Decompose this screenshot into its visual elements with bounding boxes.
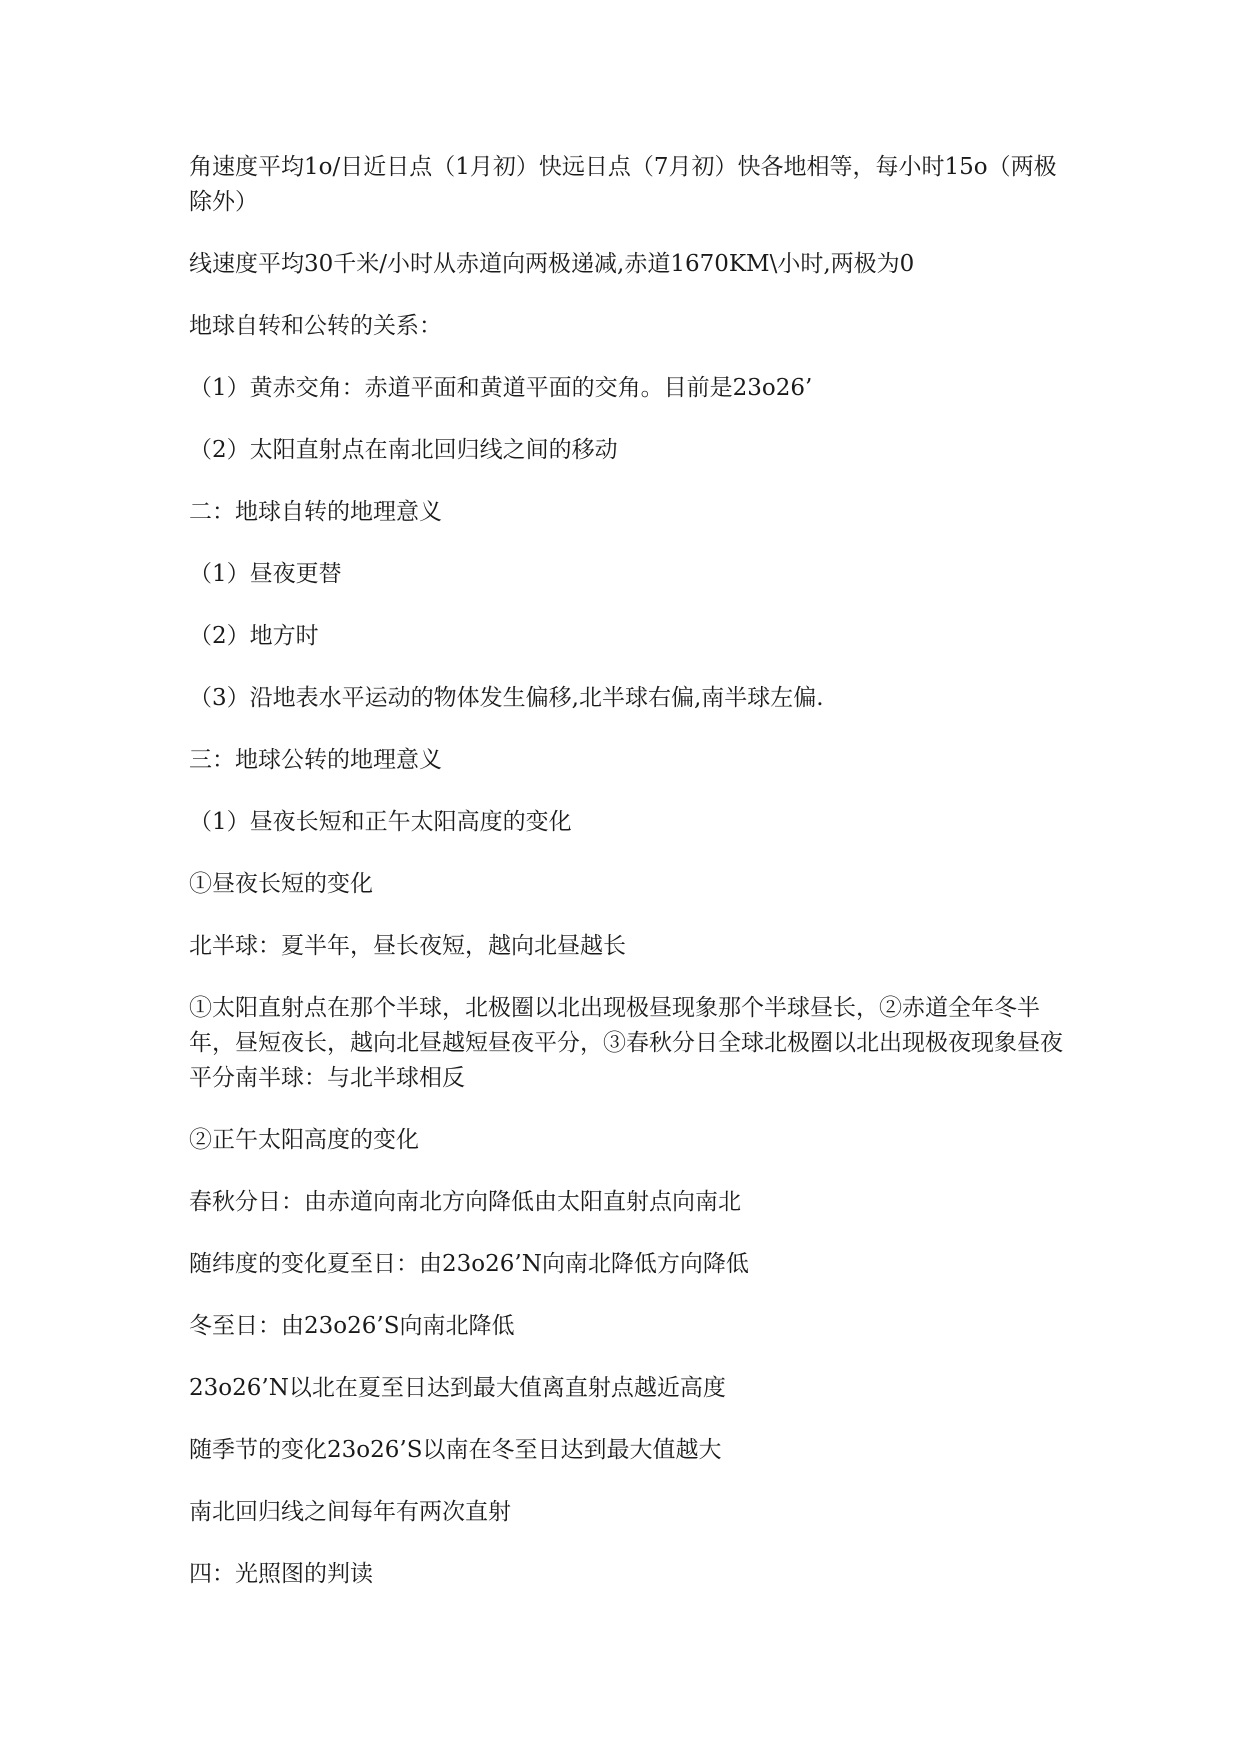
paragraph-equinox: 春秋分日：由赤道向南北方向降低由太阳直射点向南北: [189, 1189, 741, 1215]
paragraph-angular-velocity: 角速度平均1o/日近日点（1月初）快远日点（7月初）快各地相等，每小时15o（两极除外）: [189, 154, 1057, 215]
paragraph-subsolar-point-movement: （2）太阳直射点在南北回归线之间的移动: [189, 437, 618, 463]
paragraph-linear-velocity: 线速度平均30千米/小时从赤道向两极递减,赤道1670KM\小时,两极为0: [189, 251, 915, 277]
section-heading-illumination-map: 四：光照图的判读: [189, 1561, 373, 1587]
paragraph-south-of-tropic: 随季节的变化23o26’S以南在冬至日达到最大值越大: [189, 1437, 722, 1463]
paragraph-northern-hemisphere: 北半球：夏半年，昼长夜短，越向北昼越长: [189, 933, 626, 959]
paragraph-two-direct-rays: 南北回归线之间每年有两次直射: [189, 1499, 511, 1525]
paragraph-noon-sun-height-change: ②正午太阳高度的变化: [189, 1127, 419, 1153]
paragraph-obliquity: （1）黄赤交角：赤道平面和黄道平面的交角。目前是23o26’: [189, 375, 813, 401]
section-heading-revolution-significance: 三：地球公转的地理意义: [189, 747, 442, 773]
paragraph-day-length-and-noon-sun: （1）昼夜长短和正午太阳高度的变化: [189, 809, 572, 835]
paragraph-deflection: （3）沿地表水平运动的物体发生偏移,北半球右偏,南半球左偏.: [189, 685, 824, 711]
paragraph-day-length-change: ①昼夜长短的变化: [189, 871, 373, 897]
document-body: [189, 150, 1069, 1619]
section-heading-rotation-significance: 二：地球自转的地理意义: [189, 499, 442, 525]
paragraph-subsolar-hemisphere-details: ①太阳直射点在那个半球，北极圈以北出现极昼现象那个半球昼长，②赤道全年冬半年，昼短夜长，越向北昼越短昼夜平分，③春秋分日全球北极圈以北出现极夜现象昼夜平分南半球：与北半球相反: [189, 995, 1063, 1091]
paragraph-summer-solstice: 随纬度的变化夏至日：由23o26’N向南北降低方向降低: [189, 1251, 749, 1277]
paragraph-north-of-tropic: 23o26’N以北在夏至日达到最大值离直射点越近高度: [189, 1375, 726, 1401]
paragraph-day-night-alternation: （1）昼夜更替: [189, 561, 342, 587]
paragraph-rotation-revolution-relation: 地球自转和公转的关系：: [189, 313, 442, 339]
paragraph-local-time: （2）地方时: [189, 623, 319, 649]
paragraph-winter-solstice: 冬至日：由23o26’S向南北降低: [189, 1313, 515, 1339]
